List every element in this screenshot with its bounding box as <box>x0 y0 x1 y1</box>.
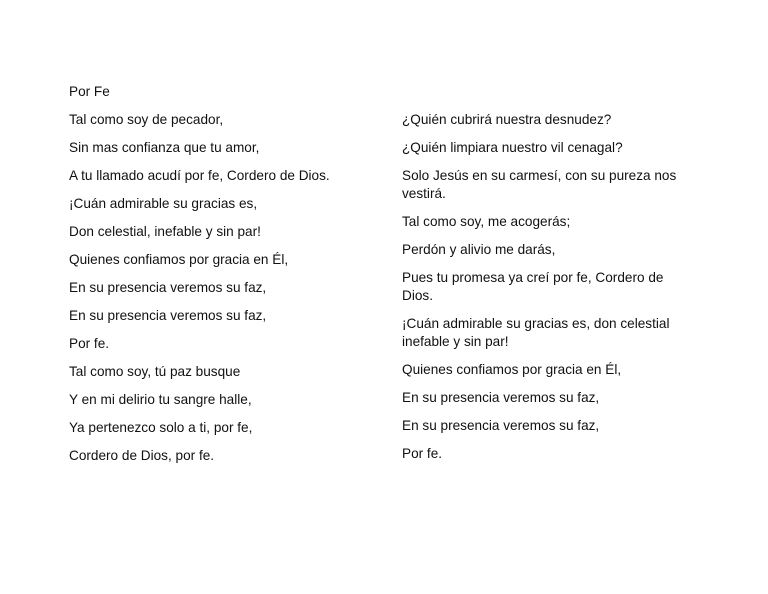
document-title: Por Fe <box>69 84 110 99</box>
column-spacer <box>402 83 692 111</box>
lyric-line: Tal como soy de pecador, <box>69 112 224 127</box>
lyric-line: Y en mi delirio tu sangre halle, <box>69 392 252 407</box>
lyric-line: ¡Cuán admirable su gracias es, <box>69 196 258 211</box>
lyric-line: Por fe. <box>402 446 443 461</box>
left-column <box>69 83 379 475</box>
lyric-line: Quienes confiamos por gracia en Él, <box>69 252 289 267</box>
lyric-line: En su presencia veremos su faz, <box>69 308 267 323</box>
lyric-line: Tal como soy, tú paz busque <box>69 364 241 379</box>
lyric-line: En su presencia veremos su faz, <box>69 280 267 295</box>
lyric-line: Don celestial, inefable y sin par! <box>69 224 261 239</box>
lyric-line: Ya pertenezco solo a ti, por fe, <box>69 420 253 435</box>
lyric-line: En su presencia veremos su faz, <box>402 418 600 433</box>
right-column <box>402 83 692 473</box>
lyric-line: Cordero de Dios, por fe. <box>69 448 215 463</box>
lyric-line: ¿Quién cubrirá nuestra desnudez? <box>402 112 612 127</box>
lyric-line: A tu llamado acudí por fe, Cordero de Dios. <box>69 168 330 183</box>
lyric-line: ¿Quién limpiara nuestro vil cenagal? <box>402 140 623 155</box>
lyric-line: Perdón y alivio me darás, <box>402 242 556 257</box>
lyric-line: ¡Cuán admirable su gracias es, don celestial inefable y sin par! <box>402 316 670 349</box>
lyric-line: Solo Jesús en su carmesí, con su pureza nos vestirá. <box>402 168 677 201</box>
lyric-line: Sin mas confianza que tu amor, <box>69 140 260 155</box>
lyric-line: Por fe. <box>69 336 110 351</box>
lyric-line: Pues tu promesa ya creí por fe, Cordero de Dios. <box>402 270 664 303</box>
lyric-line: Quienes confiamos por gracia en Él, <box>402 362 622 377</box>
lyric-line: En su presencia veremos su faz, <box>402 390 600 405</box>
lyric-line: Tal como soy, me acogerás; <box>402 214 571 229</box>
